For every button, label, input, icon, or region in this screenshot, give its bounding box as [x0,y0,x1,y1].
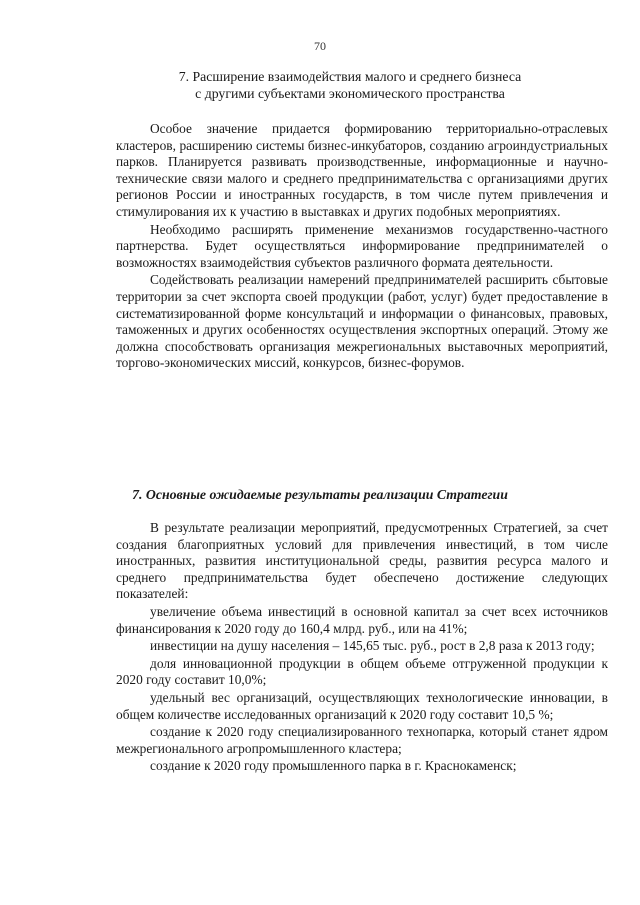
page-number: 70 [314,39,326,53]
list-item: создание к 2020 году специализированного технопарка, который станет ядром межрегионального агропромышленного кластера; [116,724,608,756]
section-results-body [116,520,608,775]
paragraph: Необходимо расширять применение механизмов государственно-частного партнерства. Будет осуществляться информирование предпринимателей о возможностях взаимодействия субъектов различного формата деятельности. [116,221,608,270]
heading-line-2: с другими субъектами экономического пространства [195,86,505,101]
list-item: инвестиции на душу населения – 145,65 тыс. руб., рост в 2,8 раза к 2013 году; [150,638,595,654]
heading-line-1: 7. Расширение взаимодействия малого и среднего бизнеса [178,69,522,84]
list-item: доля инновационной продукции в общем объеме отгруженной продукции к 2020 году составит 10,0%; [116,655,608,688]
paragraph: Особое значение придается формированию территориально-отраслевых кластеров, расширению системы бизнес-инкубаторов, созданию агроиндустриальных парков. Планируется развивать производственные, информационные и научно-технические связи малого и среднего предпринимательства с организациями других регионов России и иностранных государств, в том числе путем привлечения и стимулирования их к участию в выставках и других подобных мероприятиях. [116,121,608,219]
paragraph: В результате реализации мероприятий, предусмотренных Стратегией, за счет создания благоприятных условий для привлечения инвестиций, в том числе иностранных, развития институциональной среды, развития ресурса малого и среднего предпринимательства будет обеспечено достижение следующих показателей: [116,520,608,602]
section-heading-results: 7. Основные ожидаемые результаты реализации Стратегии [132,487,508,502]
list-item: удельный вес организаций, осуществляющих технологические инновации, в общем количестве исследованных организаций к 2020 году составит 10,5 %; [116,689,608,722]
paragraph: Содействовать реализации намерений предпринимателей расширить сбытовые территории за счет экспорта своей продукции (работ, услуг) будет предоставление в систематизированной форме консультаций и информации о финансовых, правовых, таможенных и других особенностях осуществления экспортных операций. Этому же должна способствовать организация межрегиональных выставочных мероприятий, торгово-экономических миссий, конкурсов, бизнес-форумов. [116,272,608,371]
list-item: увеличение объема инвестиций в основной капитал за счет всех источников финансирования к 2020 году до 160,4 млрд. руб., или на 41%; [116,603,608,636]
list-item: создание к 2020 году промышленного парка в г. Краснокаменск; [150,758,517,774]
section-heading-interaction [140,68,560,102]
section-interaction-body [116,121,608,372]
